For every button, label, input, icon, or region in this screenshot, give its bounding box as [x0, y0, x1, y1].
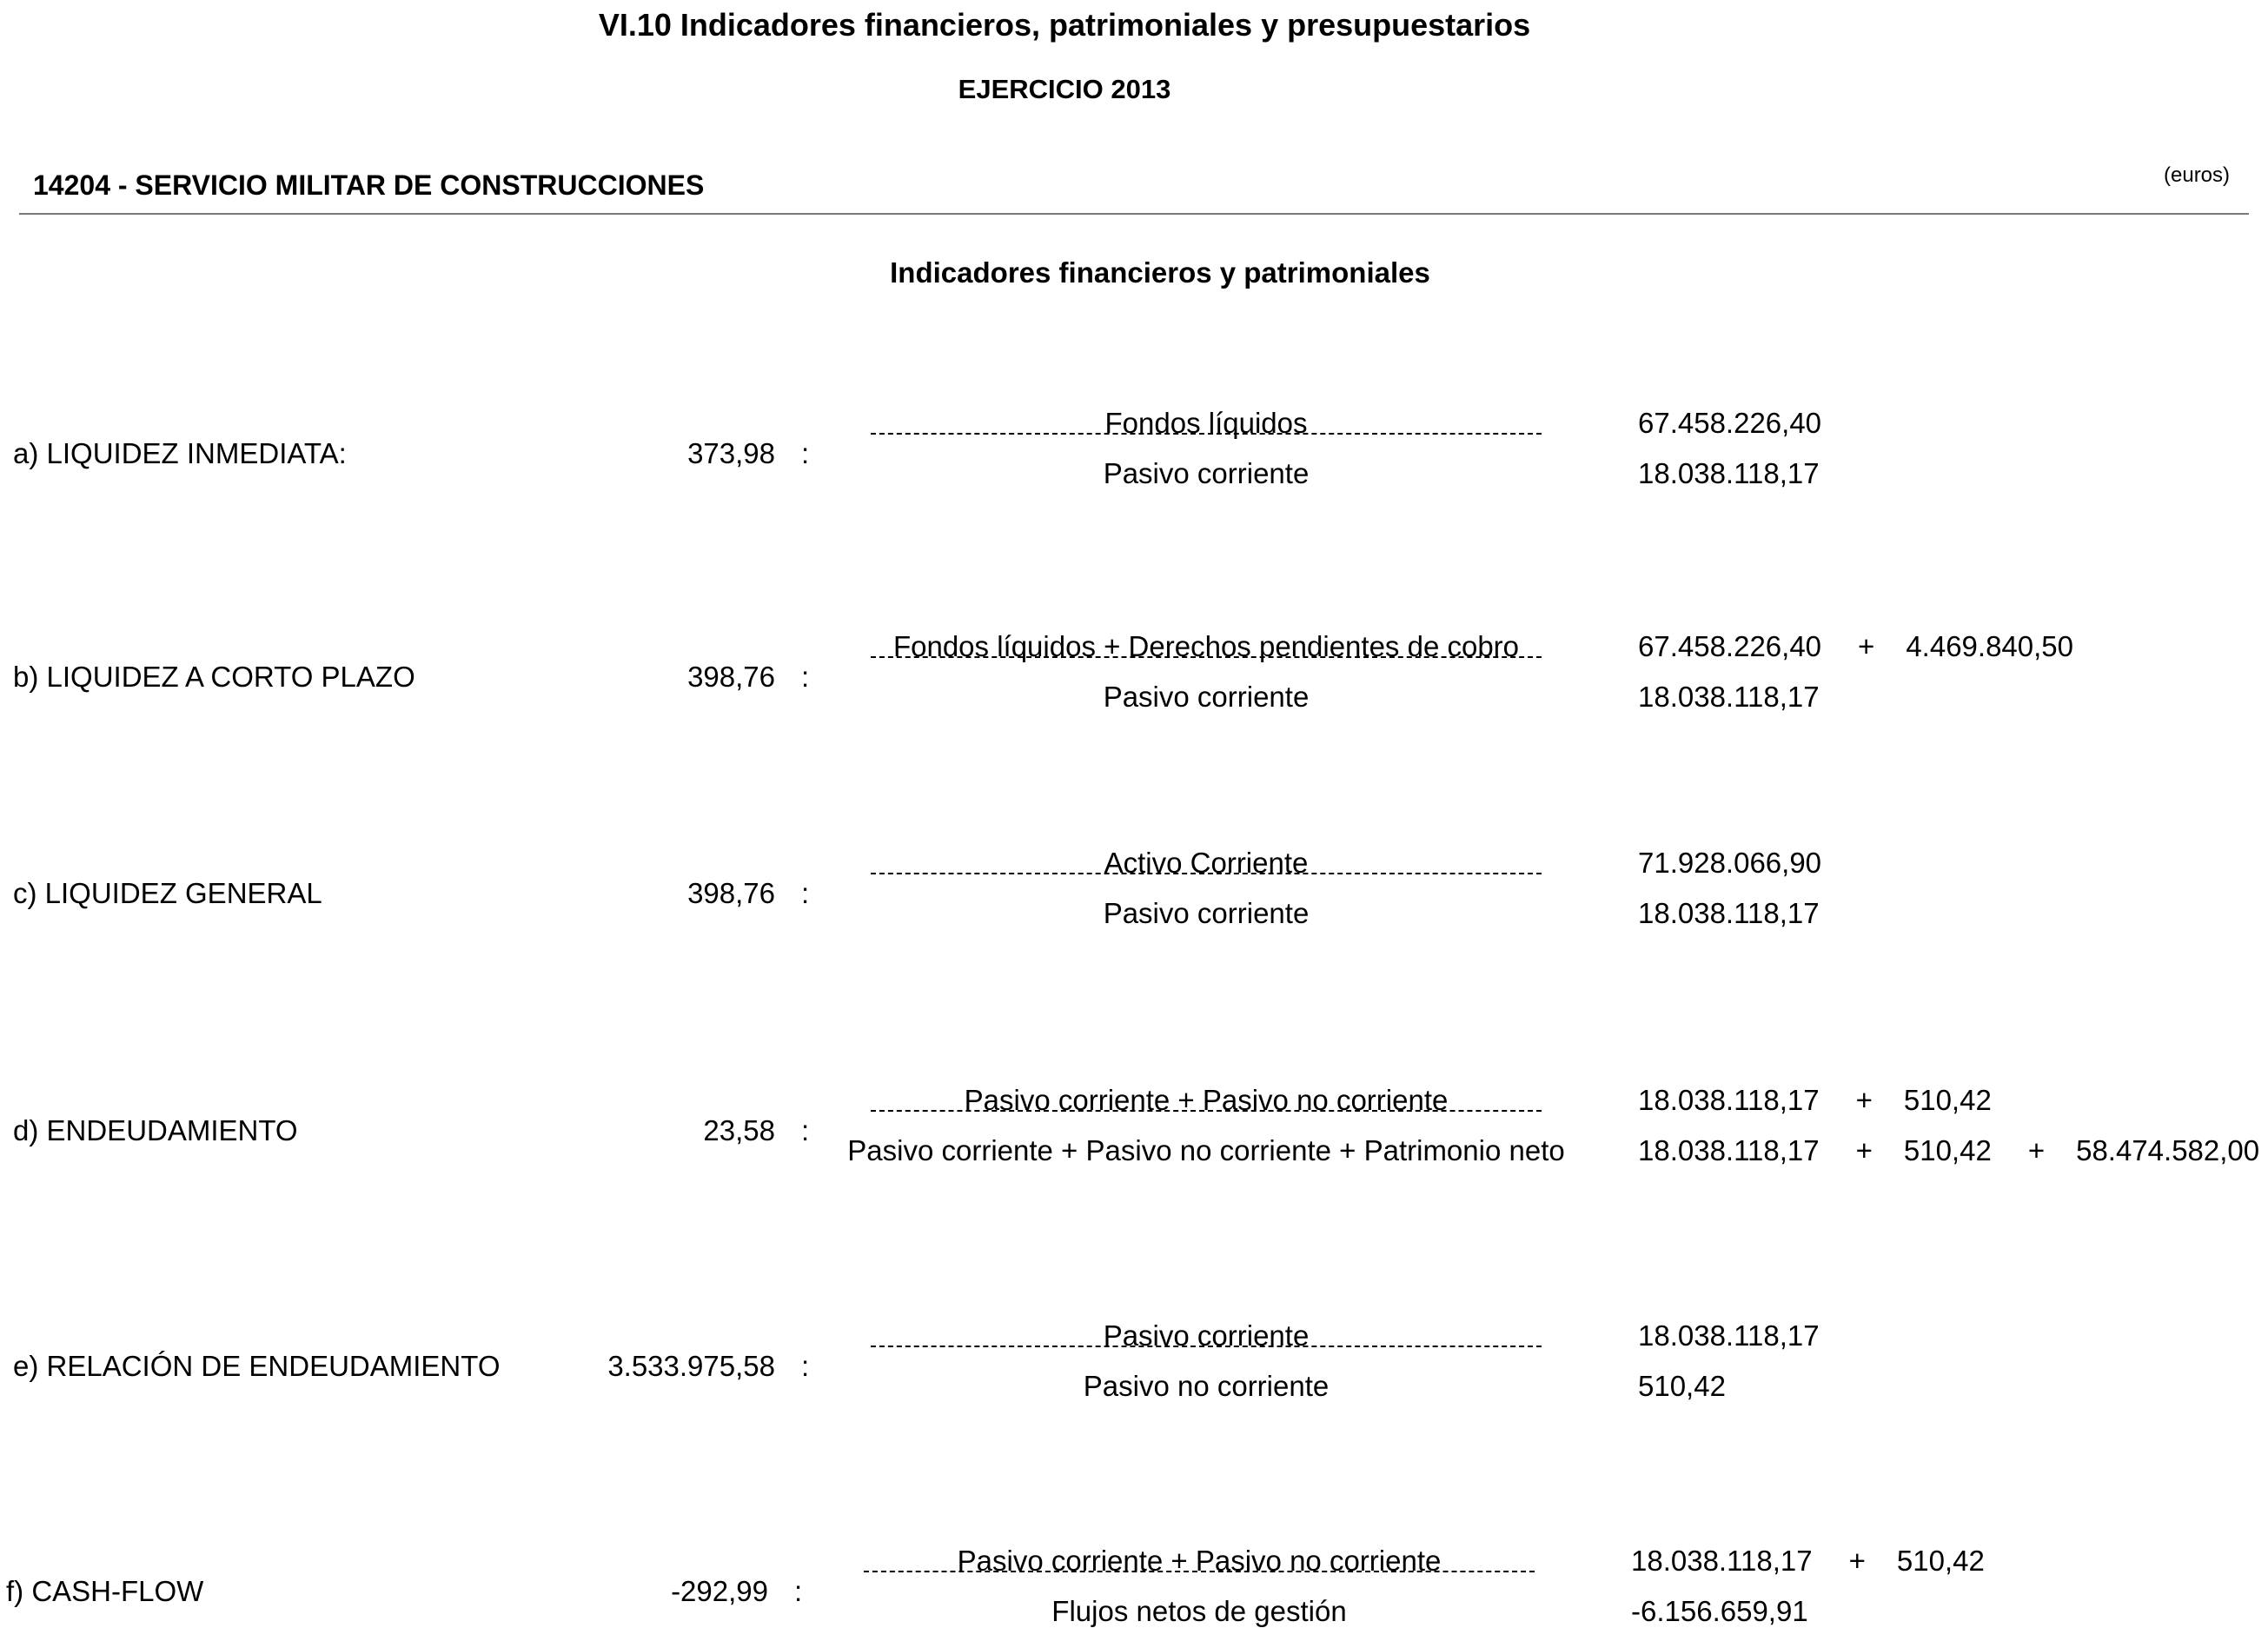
fiscal-year: EJERCICIO 2013: [958, 74, 1171, 104]
fraction-line: [871, 433, 1542, 435]
operand-value: 18.038.118,17: [1638, 897, 1820, 929]
operand-value: 18.038.118,17: [1638, 457, 1820, 489]
denominator-values: [1638, 1369, 1726, 1404]
separator: :: [801, 437, 810, 469]
fraction-line: [871, 873, 1542, 874]
numerator-values: [1638, 1083, 1992, 1118]
indicator-label: b) LIQUIDEZ A CORTO PLAZO: [13, 661, 415, 693]
formula-numerator: Fondos líquidos + Derechos pendientes de cobro: [892, 630, 1520, 662]
plus-sign: +: [1848, 1545, 1866, 1577]
indicator-value: 398,76: [687, 877, 775, 909]
separator: :: [801, 877, 810, 909]
operand-value: 510,42: [1896, 1545, 1985, 1577]
formula-denominator: Pasivo corriente + Pasivo no corriente + Patrimonio neto: [847, 1134, 1565, 1166]
formula-denominator: Pasivo no corriente: [1083, 1370, 1330, 1402]
operand-value: 18.038.118,17: [1638, 1084, 1820, 1116]
indicator-label: c) LIQUIDEZ GENERAL: [13, 877, 322, 909]
formula-denominator: Pasivo corriente: [1103, 897, 1310, 929]
indicator-value: 3.533.975,58: [607, 1350, 775, 1382]
operand-value: 510,42: [1638, 1370, 1726, 1402]
operand-value: 510,42: [1903, 1134, 1992, 1166]
denominator-values: [1631, 1594, 1808, 1629]
fraction-line: [871, 656, 1542, 658]
fraction-line: [864, 1571, 1535, 1572]
numerator-values: [1631, 1544, 1985, 1578]
formula-numerator: Pasivo corriente: [1103, 1319, 1310, 1352]
indicator-row: [0, 629, 2268, 734]
indicator-row: [0, 406, 2268, 510]
fraction-line: [871, 1110, 1542, 1112]
currency-unit: (euros): [2164, 163, 2231, 187]
denominator-values: [1638, 680, 1820, 714]
formula-numerator: Activo Corriente: [1104, 847, 1309, 879]
plus-sign: +: [1855, 1134, 1873, 1166]
indicator-value: 23,58: [703, 1114, 775, 1146]
operand-value: 67.458.226,40: [1638, 407, 1822, 439]
indicator-label: a) LIQUIDEZ INMEDIATA:: [13, 437, 347, 469]
separator: :: [801, 1114, 810, 1146]
numerator-values: [1638, 1319, 1820, 1353]
operand-value: 67.458.226,40: [1638, 630, 1822, 662]
indicator-row: [0, 1319, 2268, 1423]
operand-value: 71.928.066,90: [1638, 847, 1822, 879]
indicator-row: [0, 846, 2268, 950]
numerator-values: [1638, 629, 2073, 664]
denominator-values: [1638, 456, 1820, 491]
plus-sign: +: [1858, 630, 1875, 662]
operand-value: 18.038.118,17: [1638, 1319, 1820, 1352]
separator: :: [801, 1350, 810, 1382]
indicator-value: 398,76: [687, 661, 775, 693]
formula-denominator: Flujos netos de gestión: [1051, 1595, 1347, 1627]
operand-value: 18.038.118,17: [1638, 681, 1820, 713]
section-title: Indicadores financieros y patrimoniales: [890, 256, 1430, 289]
operand-value: 4.469.840,50: [1906, 630, 2074, 662]
numerator-values: [1638, 406, 1821, 441]
document-title: VI.10 Indicadores financieros, patrimoniales y presupuestarios: [598, 7, 1531, 43]
formula-numerator: Pasivo corriente + Pasivo no corriente: [964, 1084, 1449, 1116]
separator: :: [794, 1575, 803, 1607]
denominator-values: [1638, 896, 1820, 931]
indicator-value: -292,99: [671, 1575, 768, 1607]
formula-denominator: Pasivo corriente: [1103, 681, 1310, 713]
separator: :: [801, 661, 810, 693]
indicator-label: e) RELACIÓN DE ENDEUDAMIENTO: [13, 1350, 501, 1382]
operand-value: 18.038.118,17: [1631, 1545, 1813, 1577]
indicator-label: f) CASH-FLOW: [6, 1575, 204, 1607]
indicator-row: [0, 1083, 2268, 1187]
indicator-value: 373,98: [687, 437, 775, 469]
numerator-values: [1638, 846, 1821, 880]
operand-value: -6.156.659,91: [1631, 1595, 1808, 1627]
formula-denominator: Pasivo corriente: [1103, 457, 1310, 489]
formula-numerator: Fondos líquidos: [1104, 407, 1308, 439]
formula-numerator: Pasivo corriente + Pasivo no corriente: [957, 1545, 1442, 1577]
indicator-label: d) ENDEUDAMIENTO: [13, 1114, 298, 1146]
fraction-line: [871, 1346, 1542, 1347]
denominator-values: [1638, 1133, 2259, 1168]
indicator-row: [0, 1544, 2261, 1648]
plus-sign: +: [2027, 1134, 2046, 1166]
header-divider: [19, 213, 2249, 215]
operand-value: 58.474.582,00: [2076, 1134, 2260, 1166]
entity-name: 14204 - SERVICIO MILITAR DE CONSTRUCCIONES: [33, 169, 705, 201]
plus-sign: +: [1855, 1084, 1873, 1116]
operand-value: 18.038.118,17: [1638, 1134, 1820, 1166]
operand-value: 510,42: [1903, 1084, 1992, 1116]
